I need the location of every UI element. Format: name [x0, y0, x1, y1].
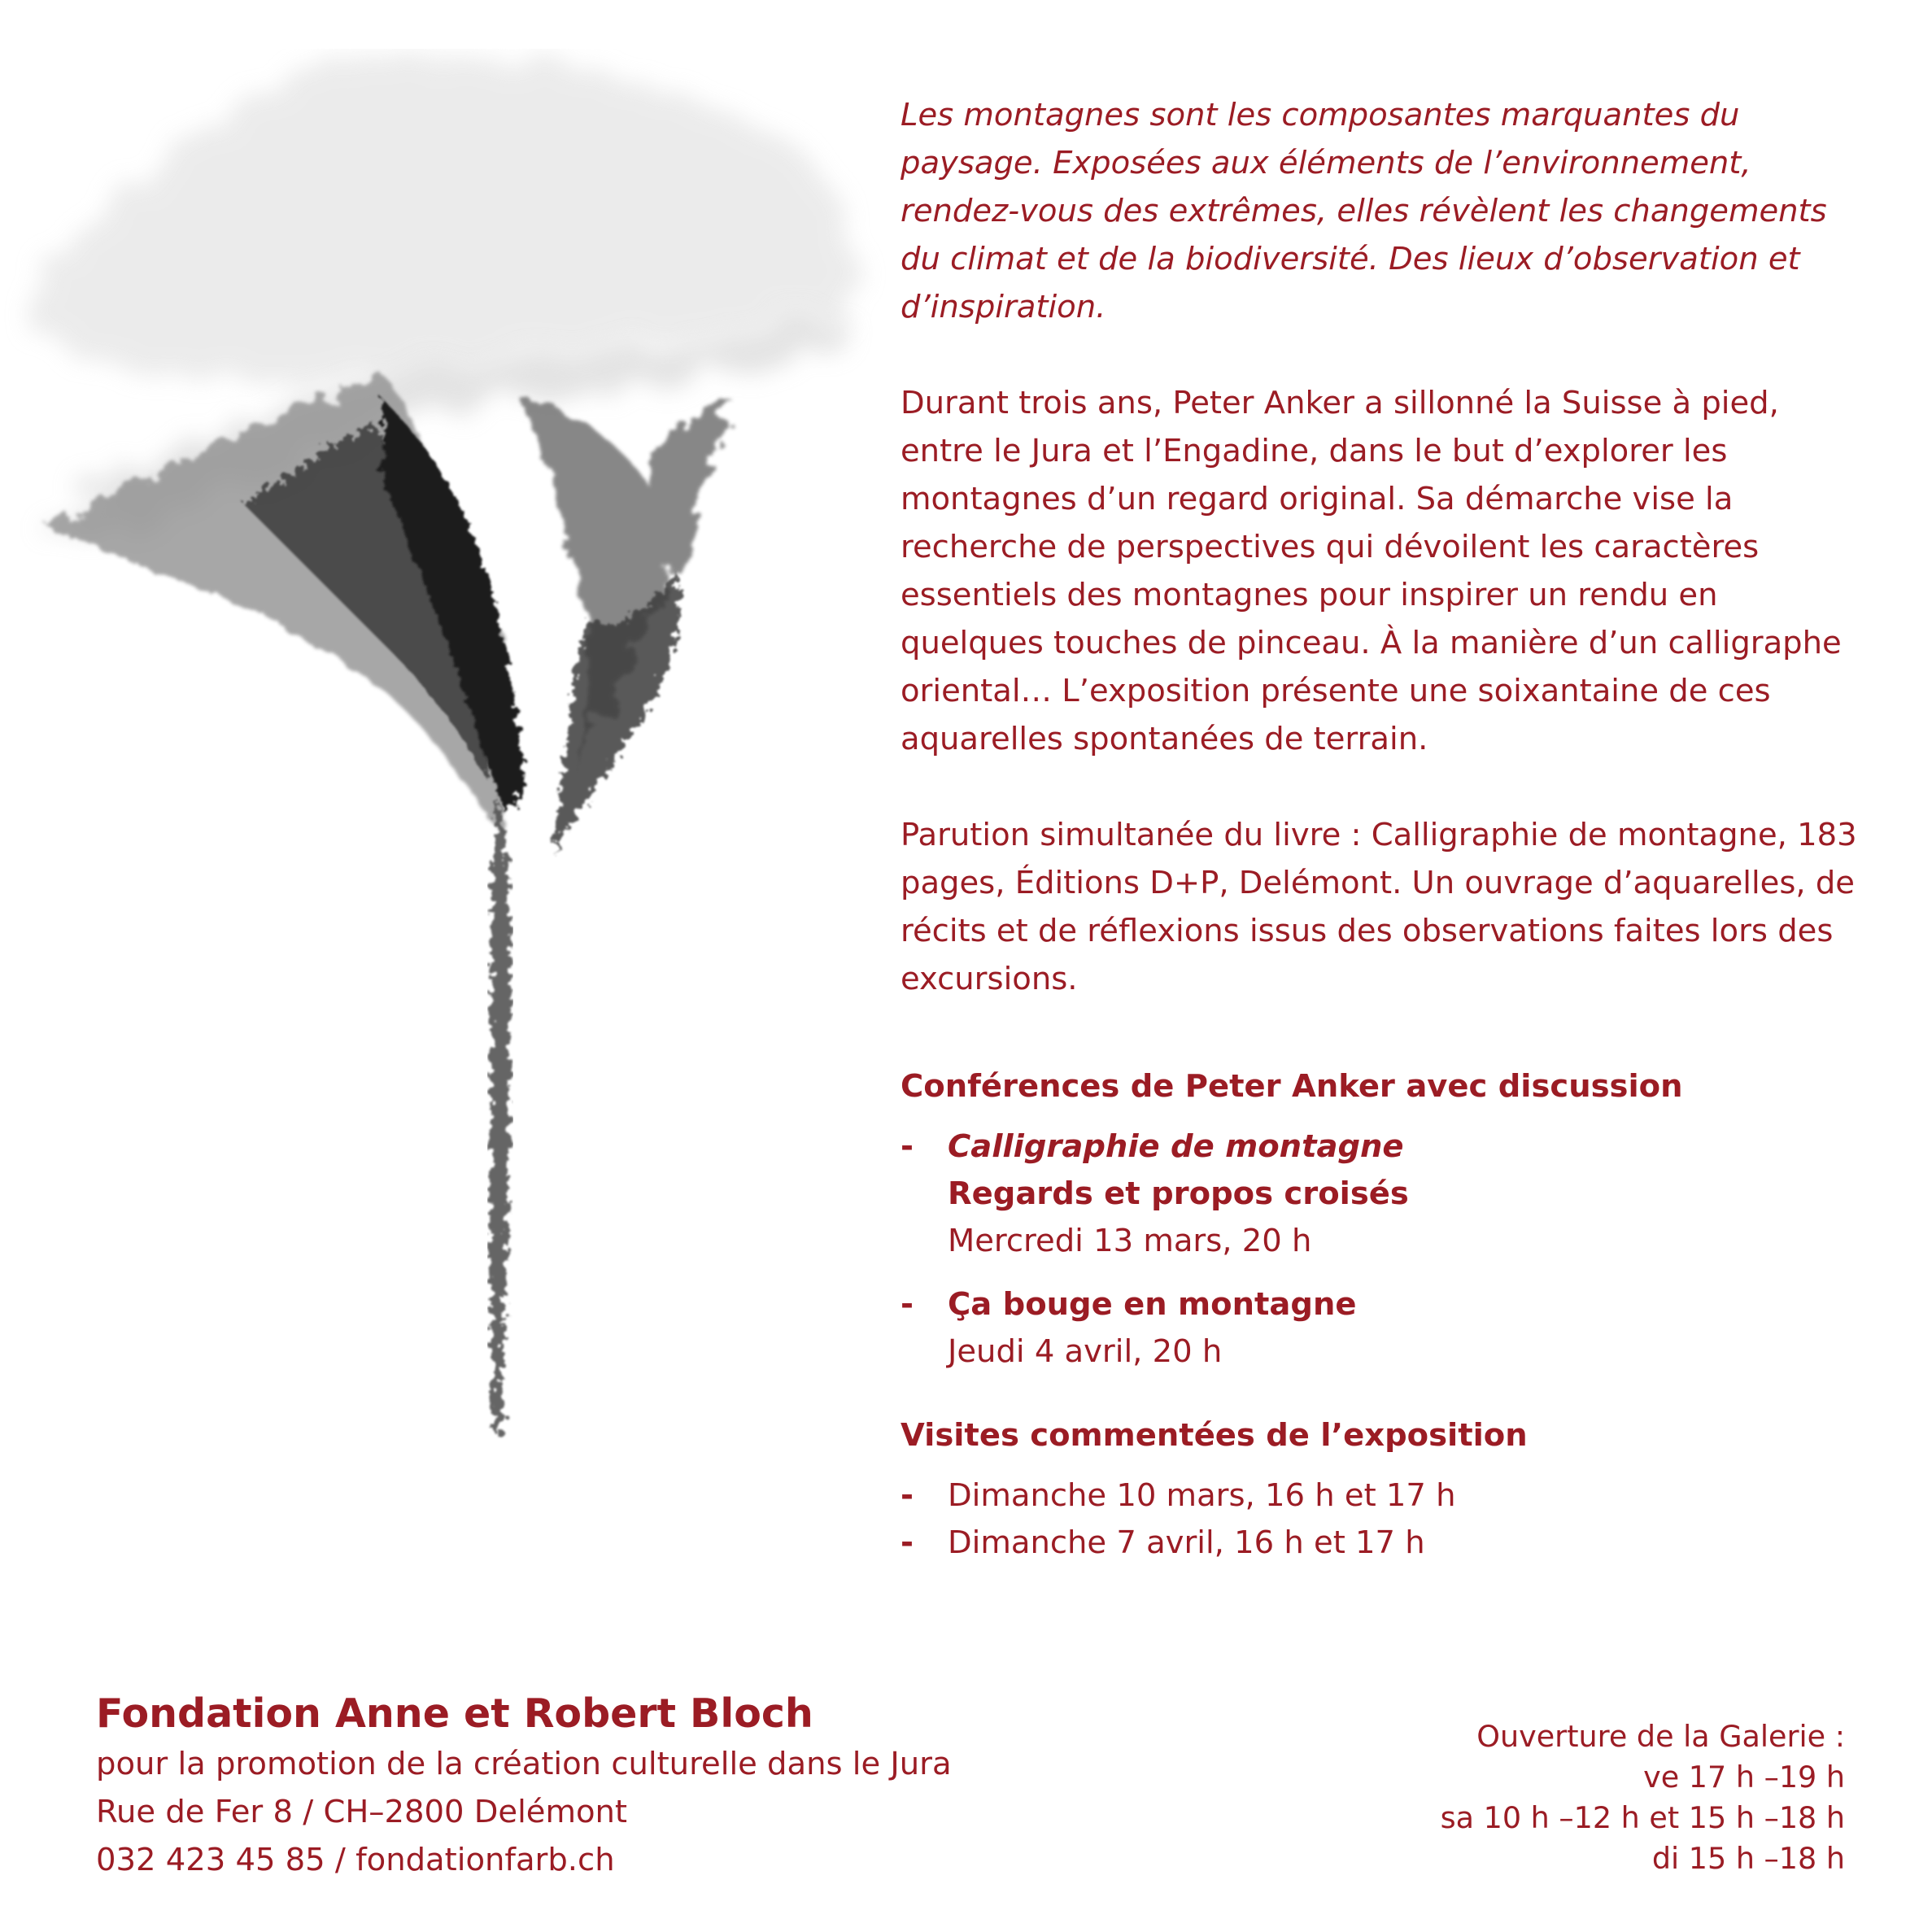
- events-section: [901, 1062, 1869, 1567]
- conferences-list: [901, 1123, 1869, 1376]
- foundation-block: [96, 1688, 1154, 1884]
- mountain-ink-artwork: [0, 49, 895, 1448]
- visit-date: Dimanche 7 avril, 16 h et 17 h: [948, 1524, 1425, 1561]
- foundation-contact: 032 423 45 85 / fondationfarb.ch: [96, 1842, 615, 1878]
- ink-drip: [490, 797, 511, 1432]
- book-paragraph: Parution simultanée du livre : Calligraphie de montagne, 183 pages, Éditions D+P, Delémont. Un ouvrage d’aquarelles, de récits et de réflexions issus des observations faites lors des excursions.: [901, 817, 1857, 997]
- list-dash: -: [901, 1286, 914, 1323]
- description-paragraph: Durant trois ans, Peter Anker a sillonné la Suisse à pied, entre le Jura et l’Engadine, dans le but d’explorer les montagnes d’un regard original. Sa démarche vise la recherche de perspectives qui dévoilent les caractères essentiels des montagnes pour inspirer un rendu en quelques touches de pinceau. À la manière d’un calligraphe oriental… L’exposition présente une soixantaine de ces aquarelles spontanées de terrain.: [901, 385, 1842, 757]
- conferences-heading: Conférences de Peter Anker avec discussion: [901, 1068, 1683, 1105]
- visit-item: [901, 1472, 1869, 1520]
- conference-title: Calligraphie de montagne: [948, 1128, 1404, 1165]
- hours-line: ve 17 h –19 h: [1643, 1760, 1845, 1795]
- conference-subtitle: Regards et propos croisés: [948, 1175, 1409, 1212]
- list-dash: -: [901, 1477, 914, 1514]
- foundation-name: Fondation Anne et Robert Bloch: [96, 1690, 813, 1737]
- conference-title: Ça bouge en montagne: [948, 1286, 1357, 1323]
- intro-paragraph: Les montagnes sont les composantes marquantes du paysage. Exposées aux éléments de l’environnement, rendez-vous des extrêmes, elles révèlent les changements du climat et de la biodiversité. Des lieux d’observation et d’inspiration.: [901, 97, 1827, 325]
- conference-date: Mercredi 13 mars, 20 h: [948, 1223, 1312, 1259]
- conference-item: [901, 1123, 1869, 1265]
- hours-line: di 15 h –18 h: [1651, 1841, 1845, 1876]
- hours-line: sa 10 h –12 h et 15 h –18 h: [1440, 1800, 1845, 1835]
- list-dash: -: [901, 1524, 914, 1561]
- list-dash: -: [901, 1128, 914, 1165]
- hours-label: Ouverture de la Galerie :: [1476, 1719, 1845, 1754]
- sky-wash: [16, 56, 853, 383]
- visits-heading: Visites commentées de l’exposition: [901, 1417, 1528, 1454]
- visit-date: Dimanche 10 mars, 16 h et 17 h: [948, 1477, 1456, 1514]
- visits-list: [901, 1472, 1869, 1567]
- foundation-address: Rue de Fer 8 / CH–2800 Delémont: [96, 1794, 628, 1830]
- conference-item: [901, 1281, 1869, 1376]
- visit-item: [901, 1520, 1869, 1567]
- opening-hours: [1276, 1716, 1845, 1879]
- conference-date: Jeudi 4 avril, 20 h: [948, 1333, 1223, 1370]
- text-column: [901, 91, 1869, 1003]
- foundation-tagline: pour la promotion de la création culturelle dans le Jura: [96, 1746, 952, 1782]
